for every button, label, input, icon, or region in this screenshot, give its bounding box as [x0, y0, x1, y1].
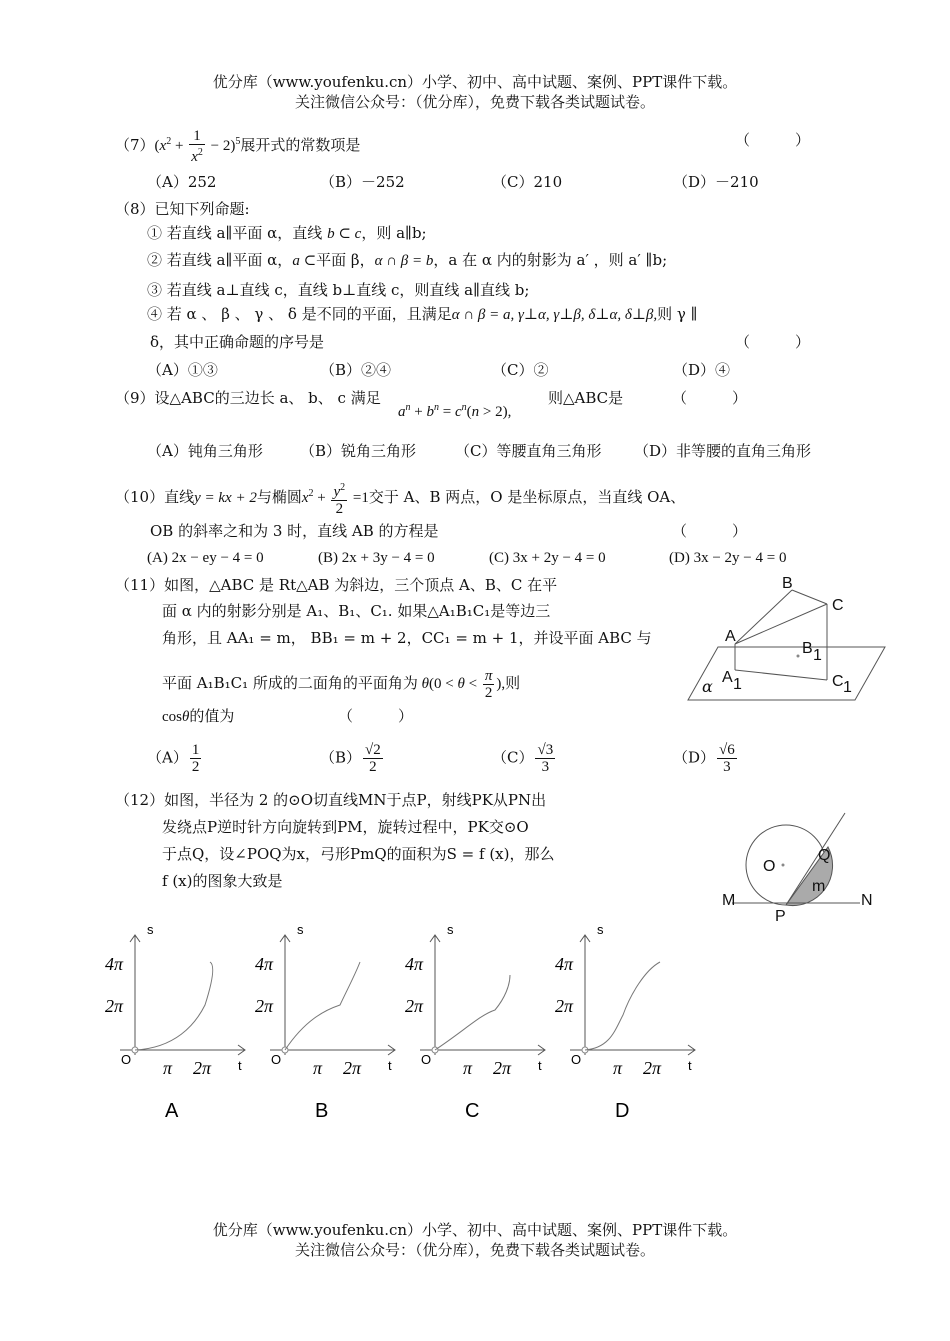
origin-label: O	[121, 1052, 132, 1067]
q11-line-3: 角形，且 AA₁ = m， BB₁ = m + 2，CC₁ = m + 1，并设平面 ABC 与	[162, 629, 652, 647]
graph-label: A	[165, 1100, 179, 1122]
graph-a	[105, 922, 245, 1122]
q11-line-1: （11）如图，△ABC 是 Rt△AB 为斜边，三个顶点 A、B、C 在平	[115, 576, 558, 594]
q9-equation: $a^n + b^n = c^n(n > 2)$,	[398, 402, 512, 420]
q9-option-d: （D）非等腰的直角三角形	[634, 442, 812, 460]
axis-label-s: s	[147, 922, 154, 937]
q8-option-d: （D）④	[673, 361, 731, 379]
q10-stem-cont: OB 的斜率之和为 3 时，直线 AB 的方程是	[150, 522, 439, 540]
graph-label: B	[315, 1100, 329, 1122]
q8-proposition-3: ③ 若直线 a⊥直线 c，直线 b⊥直线 c，则直线 a∥直线 b;	[147, 281, 530, 299]
graph-c	[405, 922, 545, 1122]
q11-label-c1: C	[832, 673, 844, 690]
axis-label-t: t	[688, 1058, 692, 1073]
q11-label-c: C	[832, 597, 844, 614]
q10-option-d: (D) 3x − 2y − 4 = 0	[669, 550, 787, 566]
graph-label: D	[615, 1100, 630, 1122]
origin-label: O	[421, 1052, 432, 1067]
graph-curve	[435, 975, 510, 1050]
q9-option-b: （B）锐角三角形	[300, 442, 417, 460]
q7-option-b: （B）－252	[320, 173, 405, 191]
tick-label-4pi: 4π	[105, 954, 124, 974]
tick-label-pi: π	[163, 1058, 173, 1078]
q8-proposition-1: ① 若直线 a∥平面 α，直线 b ⊂ c，则 a∥b;	[147, 224, 427, 242]
q7-option-d: （D）－210	[673, 173, 759, 191]
tick-label-4pi: 4π	[555, 954, 574, 974]
graph-curve	[585, 962, 660, 1050]
q11-label-a: A	[725, 628, 736, 645]
tick-label-pi: π	[313, 1058, 323, 1078]
q10-option-a: (A) 2x − ey − 4 = 0	[147, 550, 264, 566]
q11-paren: （ ）	[338, 707, 414, 725]
tick-label-2pi-x: 2π	[193, 1058, 212, 1078]
q11-option-d: （D） $\frac{√6}{3}$	[673, 742, 735, 775]
q7-option-a: （A）252	[147, 173, 217, 191]
origin-label: O	[571, 1052, 582, 1067]
q11-sub-c1: 1	[843, 679, 852, 696]
tick-label-4pi: 4π	[255, 954, 274, 974]
q11-label-alpha: α	[702, 677, 713, 696]
q11-label-b: B	[782, 575, 793, 592]
tick-label-4pi: 4π	[405, 954, 424, 974]
q8-proposition-4-cont: δ，其中正确命题的序号是	[150, 333, 325, 351]
tick-label-pi: π	[613, 1058, 623, 1078]
q9-paren: （ ）	[672, 389, 748, 407]
q11-option-a: （A） $\frac{1}{2}$	[147, 742, 200, 775]
q12-line-3: 于点Q，设∠POQ为x，弓形PmQ的面积为S = f (x)，那么	[162, 845, 555, 863]
graph-curve	[135, 962, 213, 1050]
q11-label-b1: B	[802, 640, 813, 657]
q8-intro: （8）已知下列命题:	[115, 200, 250, 218]
q12-label-m: m	[812, 878, 826, 895]
q12-figure	[720, 805, 890, 925]
q10-paren: （ ）	[672, 522, 748, 540]
q12-label-p: P	[775, 908, 786, 925]
footer-line-1: 优分库（www.youfenku.cn）小学、初中、高中试题、案例、PPT课件下载。	[212, 1221, 738, 1239]
q11-sub-b1: 1	[813, 647, 822, 664]
q11-option-c: （C） $\frac{√3}{3}$	[492, 742, 554, 775]
header-line-2: 关注微信公众号：（优分库），免费下载各类试题试卷。	[294, 93, 655, 111]
q8-option-c: （C）②	[492, 361, 549, 379]
q9-option-a: （A）钝角三角形	[147, 442, 263, 460]
tick-label-2pi: 2π	[405, 996, 424, 1016]
q9-text-2: 则△ABC是	[548, 389, 624, 407]
axis-label-t: t	[388, 1058, 392, 1073]
q10-stem: （10）直线y = kx + 2与椭圆$x^2$ + $\frac{y^2}{2}$ =1交于 A、B 两点，O 是坐标原点，当直线 OA、	[115, 482, 686, 517]
q9-stem: （9）设△ABC的三边长 a、 b、 c 满足	[115, 389, 381, 407]
q12-line-1: （12）如图，半径为 2 的⊙O切直线MN于点P，射线PK从PN出	[115, 791, 547, 809]
q11-label-a1: A	[722, 669, 733, 686]
q11-line-4: 平面 A₁B₁C₁ 所成的二面角的平面角为 θ(0 < θ < $\frac{\pi}{2}$ ),则	[162, 668, 521, 701]
q10-option-b: (B) 2x + 3y − 4 = 0	[318, 550, 435, 566]
q12-label-m-point: M	[722, 892, 736, 909]
tick-label-pi: π	[463, 1058, 473, 1078]
q8-option-b: （B）②④	[320, 361, 392, 379]
axis-label-s: s	[297, 922, 304, 937]
q8-proposition-4: ④ 若 α 、 β 、 γ 、 δ 是不同的平面，且满足α ∩ β = a, γ⊥α, γ⊥β, δ⊥α, δ⊥β,则 γ ∥	[147, 305, 698, 323]
q12-label-q: Q	[818, 847, 831, 864]
q12-label-o: O	[763, 858, 776, 875]
axis-label-s: s	[597, 922, 604, 937]
q7-option-c: （C）210	[492, 173, 563, 191]
q11-figure	[680, 572, 890, 722]
q8-paren: （ ）	[735, 333, 811, 351]
tick-label-2pi-x: 2π	[643, 1058, 662, 1078]
q9-option-c: （C）等腰直角三角形	[455, 442, 602, 460]
graph-b	[255, 922, 395, 1122]
q11-line-2: 面 α 内的射影分别是 A₁、B₁、C₁. 如果△A₁B₁C₁是等边三	[162, 602, 551, 620]
q12-line-2: 发绕点P逆时针方向旋转到PM，旋转过程中，PK交⊙O	[162, 818, 529, 836]
q7-expression: ($x^2$ + $\frac{1}{x^2}$ − 2)$^5$	[154, 128, 241, 165]
q12-line-4: f (x)的图象大致是	[162, 872, 283, 890]
graph-label: C	[465, 1100, 480, 1122]
q11-option-b: （B） $\frac{√2}{2}$	[320, 742, 381, 775]
axis-label-t: t	[238, 1058, 242, 1073]
tick-label-2pi-x: 2π	[493, 1058, 512, 1078]
tick-label-2pi-x: 2π	[343, 1058, 362, 1078]
q12-graph-canvas	[0, 920, 950, 1120]
q12-label-n: N	[861, 892, 873, 909]
axis-label-t: t	[538, 1058, 542, 1073]
footer-line-2: 关注微信公众号：（优分库），免费下载各类试题试卷。	[294, 1241, 655, 1259]
graph-curve	[285, 962, 360, 1050]
q8-proposition-2: ② 若直线 a∥平面 α，a ⊂平面 β，α ∩ β = b，a 在 α 内的射影为 a′ ，则 a′ ∥b;	[147, 251, 668, 269]
header-line-1: 优分库（www.youfenku.cn）小学、初中、高中试题、案例、PPT课件下载。	[212, 73, 738, 91]
origin-label: O	[271, 1052, 282, 1067]
q10-option-c: (C) 3x + 2y − 4 = 0	[489, 550, 606, 566]
q11-line-5: cosθ的值为	[162, 707, 235, 725]
axis-label-s: s	[447, 922, 454, 937]
q11-sub-a1: 1	[733, 676, 742, 693]
q7-stem: $(7)(x^2$ + $\frac{1}{x^2}$ − 2)$^5$展开式的常数项是	[115, 128, 361, 165]
q7-paren: （ ）	[735, 131, 811, 149]
tick-label-2pi: 2π	[555, 996, 574, 1016]
graph-d	[555, 922, 695, 1122]
q8-option-a: （A）①③	[147, 361, 218, 379]
tick-label-2pi: 2π	[255, 996, 274, 1016]
tick-label-2pi: 2π	[105, 996, 124, 1016]
